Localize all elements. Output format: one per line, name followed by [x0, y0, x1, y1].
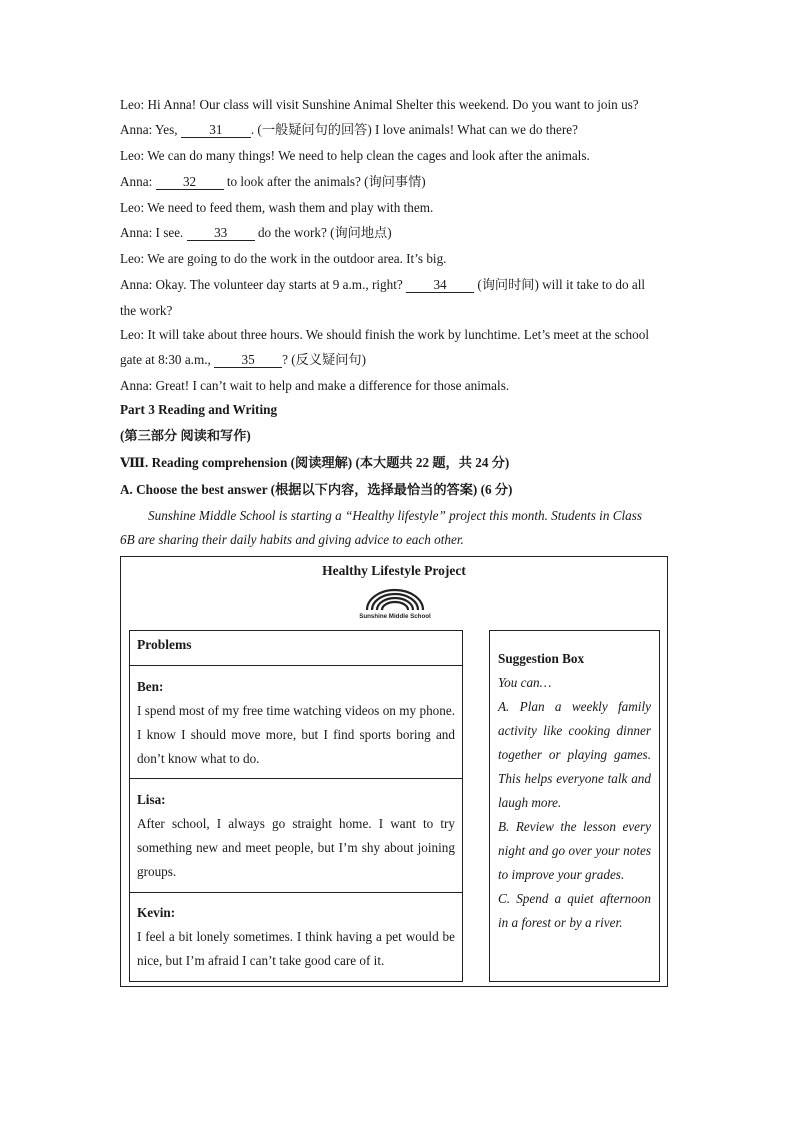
section-viii-heading: Ⅷ. Reading comprehension (阅读理解) (本大题共 22 题，共 24 分)	[120, 455, 510, 470]
part-heading: Part 3 Reading and Writing	[120, 402, 278, 417]
blank-35[interactable]: 35	[214, 352, 282, 368]
dialogue-line-10: Leo: It will take about three hours. We should finish the work by lunchtime. Let’s meet at the school	[120, 327, 650, 342]
blank-33[interactable]: 33	[187, 225, 255, 241]
dialogue-line-12: Anna: Great! I can’t wait to help and make a difference for those animals.	[120, 378, 510, 393]
suggestion-intro: You can…	[498, 675, 552, 690]
dialogue-text: to look after the animals? (询问事情)	[223, 174, 426, 189]
problems-header: Problems	[130, 631, 462, 666]
suggestion-a: A. Plan a weekly family activity like cooking dinner together or playing games. This helps everyone talk and laugh more.	[498, 699, 651, 810]
blank-34[interactable]: 34	[406, 277, 474, 293]
dialogue-text: ? (反义疑问句)	[282, 352, 366, 367]
row-divider	[130, 778, 462, 779]
dialogue-text: gate at 8:30 a.m.,	[120, 352, 215, 367]
dialogue-text: do the work? (询问地点)	[254, 225, 392, 240]
suggestion-header: Suggestion Box	[498, 651, 585, 666]
dialogue-text: Anna: Yes,	[120, 122, 181, 137]
suggestion-box	[489, 630, 660, 982]
dialogue-text: Anna: Okay. The volunteer day starts at 9 a.m., right?	[120, 277, 407, 292]
problem-name: Lisa:	[137, 792, 166, 807]
problem-ben	[130, 671, 462, 771]
dialogue-text: Anna:	[120, 174, 156, 189]
dialogue-line-8	[120, 276, 676, 294]
suggestion-c: C. Spend a quiet afternoon in a forest or by a river.	[498, 891, 651, 930]
dialogue-line-3: Leo: We can do many things! We need to help clean the cages and look after the animals.	[120, 148, 590, 163]
dialogue-line-11	[120, 351, 676, 369]
problem-text: After school, I always go straight home. I want to try something new and meet people, but I’m shy about joining groups.	[137, 816, 455, 879]
section-a-heading: A. Choose the best answer (根据以下内容，选择最恰当的答案) (6 分)	[120, 482, 513, 497]
dialogue-line-2	[120, 121, 676, 139]
dialogue-line-4	[120, 173, 676, 191]
problem-lisa	[130, 784, 462, 884]
problem-name: Ben:	[137, 679, 164, 694]
dialogue-line-6	[120, 224, 676, 242]
row-divider	[130, 892, 462, 893]
blank-32[interactable]: 32	[156, 174, 224, 190]
problems-table	[129, 630, 463, 982]
intro-line-1: Sunshine Middle School is starting a “Healthy lifestyle” project this month. Students in Class	[148, 508, 643, 523]
problem-text: I spend most of my free time watching videos on my phone. I know I should move more, but I find sports boring and don’t know what to do.	[137, 703, 455, 766]
school-logo	[355, 586, 435, 620]
problem-name: Kevin:	[137, 905, 176, 920]
part-heading-cn: (第三部分 阅读和写作)	[120, 428, 251, 443]
dialogue-line-5: Leo: We need to feed them, wash them and play with them.	[120, 200, 434, 215]
intro-line-2: 6B are sharing their daily habits and giving advice to each other.	[120, 532, 464, 547]
logo-text: Sunshine Middle School	[359, 613, 431, 620]
problem-text: I feel a bit lonely sometimes. I think having a pet would be nice, but I’m afraid I can’t take good care of it.	[137, 929, 455, 968]
blank-31[interactable]: 31	[181, 122, 251, 138]
dialogue-text: . (一般疑问句的回答) I love animals! What can we do there?	[250, 122, 578, 137]
dialogue-line-7: Leo: We are going to do the work in the outdoor area. It’s big.	[120, 251, 447, 266]
dialogue-line-1: Leo: Hi Anna! Our class will visit Sunshine Animal Shelter this weekend. Do you want to join us?	[120, 97, 639, 112]
box-title: Healthy Lifestyle Project	[322, 563, 466, 578]
suggestion-b: B. Review the lesson every night and go over your notes to improve your grades.	[498, 819, 651, 882]
problem-kevin	[130, 897, 462, 973]
dialogue-line-9: the work?	[120, 303, 173, 318]
dialogue-text: Anna: I see.	[120, 225, 187, 240]
dialogue-text: (询问时间) will it take to do all	[474, 277, 646, 292]
